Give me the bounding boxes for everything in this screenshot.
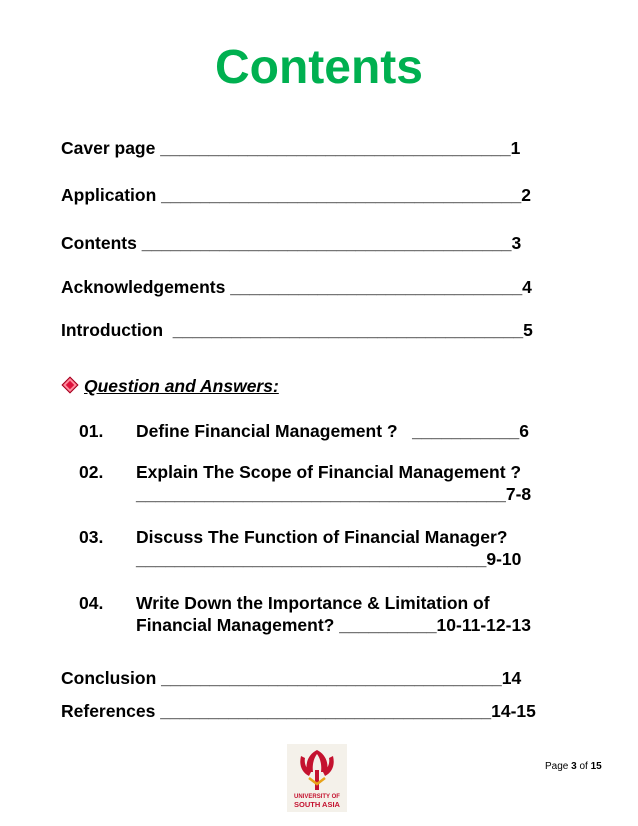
section-heading-label: Question and Answers: xyxy=(84,376,279,396)
toc-entry-acknowledgements: Acknowledgements ______________________________4 xyxy=(61,277,532,297)
question-number-4: 04. xyxy=(79,593,104,613)
question-line-2-1: Explain The Scope of Financial Management ? xyxy=(136,462,522,482)
question-number-1: 01. xyxy=(79,421,104,441)
question-line-3-2: ____________________________________9-10 xyxy=(136,549,522,569)
toc-entry-conclusion: Conclusion ___________________________________14 xyxy=(61,668,522,688)
toc-entry-introduction: Introduction ____________________________________5 xyxy=(61,320,533,340)
page-of: of xyxy=(579,761,588,772)
question-line-4-2: Financial Management? __________10-11-12-13 xyxy=(136,615,531,635)
tulip-emblem-icon xyxy=(287,744,347,794)
question-line-1-1: Define Financial Management ? ___________6 xyxy=(136,421,529,441)
toc-entry-references: References __________________________________14-15 xyxy=(61,701,536,721)
diamond-bullet-icon xyxy=(62,377,79,394)
toc-entry-cover-page: Caver page ____________________________________1 xyxy=(61,138,521,158)
question-line-4-1: Write Down the Importance & Limitation of xyxy=(136,593,490,613)
university-logo xyxy=(287,744,347,812)
page-label: Page xyxy=(545,761,569,772)
question-number-3: 03. xyxy=(79,527,104,547)
question-number-2: 02. xyxy=(79,462,104,482)
page-number xyxy=(545,761,602,772)
section-heading xyxy=(61,376,279,397)
logo-text-line-2: SOUTH ASIA xyxy=(294,800,340,809)
toc-entry-contents: Contents ______________________________________3 xyxy=(61,233,522,253)
logo-text-line-1: UNIVERSITY OF xyxy=(294,794,340,800)
question-line-2-2: ______________________________________7-8 xyxy=(136,484,532,504)
toc-entry-application: Application _____________________________________2 xyxy=(61,185,531,205)
page-current: 3 xyxy=(571,761,577,772)
question-line-3-1: Discuss The Function of Financial Manager? xyxy=(136,527,508,547)
page-total: 15 xyxy=(590,761,602,772)
page-title: Contents xyxy=(215,41,423,94)
